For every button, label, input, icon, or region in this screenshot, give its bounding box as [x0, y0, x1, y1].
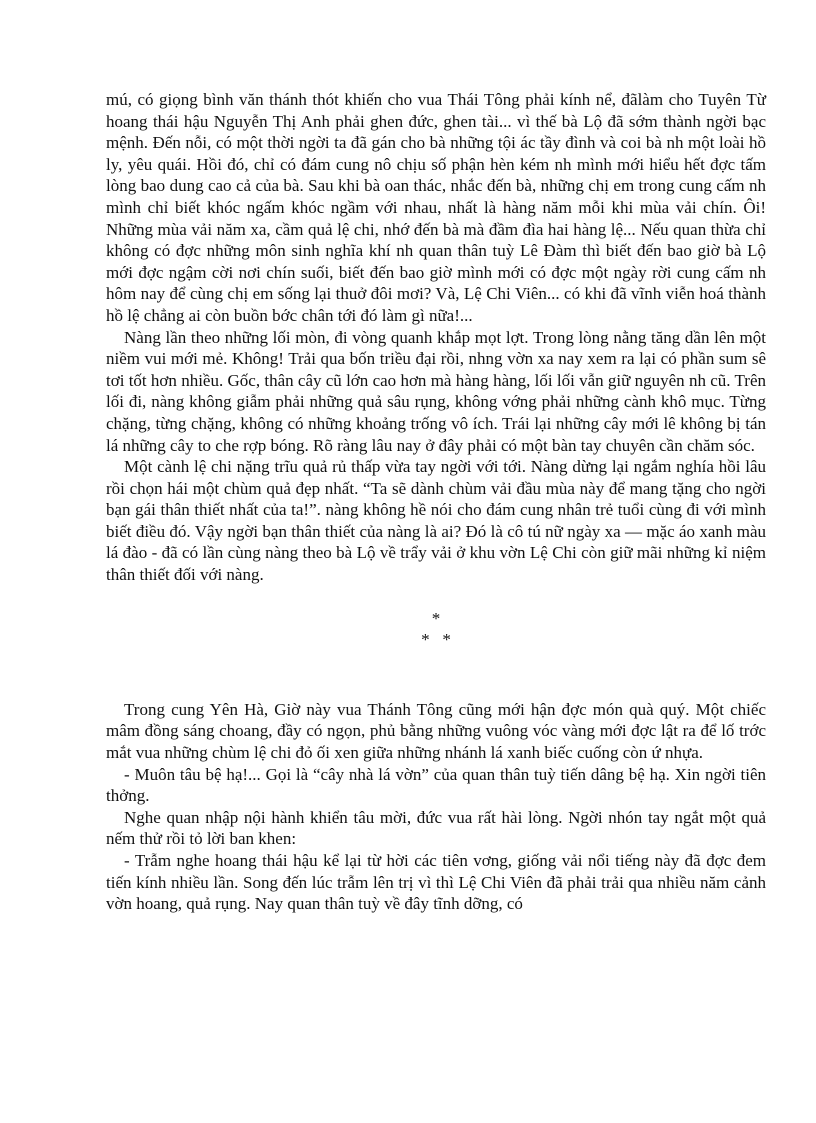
document-body	[106, 89, 766, 915]
paragraph-6: Nghe quan nhập nội hành khiển tâu mời, đức vua rất hài lòng. Ngời nhón tay ngắt một quả nếm thử rồi tỏ lời ban khen:	[106, 807, 766, 849]
paragraph-7: - Trẫm nghe hoang thái hậu kể lại từ hời các tiên vơng, giống vải nổi tiếng này đã đợc đem tiến kính nhiều lần. Song đến lúc trẫm lên trị vì thì Lệ Chi Viên đã phải trải qua nhiều năm cảnh vờn hoang, quả rụng. Nay quan thân tuỳ về đây tĩnh dỡng, có	[106, 851, 766, 914]
separator-star-top: *	[431, 608, 441, 628]
paragraph-5: - Muôn tâu bệ hạ!... Gọi là “cây nhà lá vờn” của quan thân tuỳ tiến dâng bệ hạ. Xin ngời tiên thởng.	[106, 764, 766, 806]
paragraph-3: Một cành lệ chi nặng trĩu quả rủ thấp vừa tay ngời với tới. Nàng dừng lại ngắm nghía hồi lâu rồi chọn hái một chùm quả đẹp nhất. “Ta sẽ dành chùm vải đầu mùa này để mang tặng cho ngời bạn gái thân thiết nhất của ta!”. nàng không hề nói cho đám cung nhân trẻ tuổi cùng đi với mình biết điều đó. Vậy ngời bạn thân thiết của nàng là ai? Đó là cô tú nữ ngày xa — mặc áo xanh màu lá đào - đã có lần cùng nàng theo bà Lộ về trẩy vải ở khu vờn Lệ Chi còn giữ mãi những kỉ niệm thân thiết đối với nàng.	[106, 457, 766, 585]
paragraph-1: mú, có giọng bình văn thánh thót khiến cho vua Thái Tông phải kính nể, đãlàm cho Tuyên Từ hoang thái hậu Nguyễn Thị Anh phải ghen đức, ghen tài... vì thế bà Lộ đã sớm thành ngời bạc mệnh. Đến nỗi, có một thời ngời ta đã gán cho bà những tội ác tầy đình và coi bà nh một loài hồ ly, yêu quái. Hồi đó, chỉ có đám cung nô chịu số phận hèn kém nh mình mới hiểu hết đợc tấm lòng bao dung cao cả của bà. Sau khi bà oan thác, nhắc đến bà, những chị em trong cung cấm nh mình chỉ biết khóc ngấm khóc ngầm với nhau, nhất là hàng năm mỗi khi mùa vải chín. Ôi! Những mùa vải năm xa, cầm quả lệ chi, nhớ đến bà mà đầm đìa hai hàng lệ... Nếu quan thừa chỉ không có đợc những môn sinh nghĩa khí nh quan thân tuỳ Lê Đàm thì biết đến bao giờ bà Lộ mới đợc ngậm cời nơi chín suối, biết đến bao giờ mình mới có đợc một ngày rời cung cấm nh hôm nay để cùng chị em sống lại thuở đôi mơi? Và, Lệ Chi Viên... có khi đã vĩnh viễn hoá thành hồ lệ chẳng ai còn buồn bớc chân tới đó làm gì nữa!...	[106, 90, 766, 325]
paragraph-4: Trong cung Yên Hà, Giờ này vua Thánh Tông cũng mới hận đợc món quà quý. Một chiếc mâm đồng sáng choang, đầy có ngọn, phủ bằng những vuông vóc vàng mới đợc lật ra để lố trớc mắt vua những chùm lệ chi đỏ ối xen giữa những nhánh lá xanh biếc cuống còn ứ nhựa.	[106, 699, 766, 763]
paragraph-2: Nàng lần theo những lối mòn, đi vòng quanh khắp mọt lợt. Trong lòng nằng tăng dần lên một niềm vui mới mẻ. Không! Trải qua bốn triều đại rồi, nhng vờn xa nay xem ra lại có phần sum sê tơi tốt hơn nhiều. Gốc, thân cây cũ lớn cao hơn mà hàng hàng, lối lối vẫn giữ nguyên nh cũ. Trên lối đi, nàng không giẫm phải những quả sâu rụng, không vớng phải những cành khô mục. Từng chặng, từng chặng, không có những khoảng trống vô ích. Trái lại những cây mới lê không bị tán lá những cây to che rợp bóng. Rõ ràng lâu nay ở đây phải có một bàn tay chuyên cần chăm sóc.	[106, 327, 766, 455]
separator-star-bottom: * *	[421, 630, 451, 650]
section-separator	[106, 608, 766, 651]
